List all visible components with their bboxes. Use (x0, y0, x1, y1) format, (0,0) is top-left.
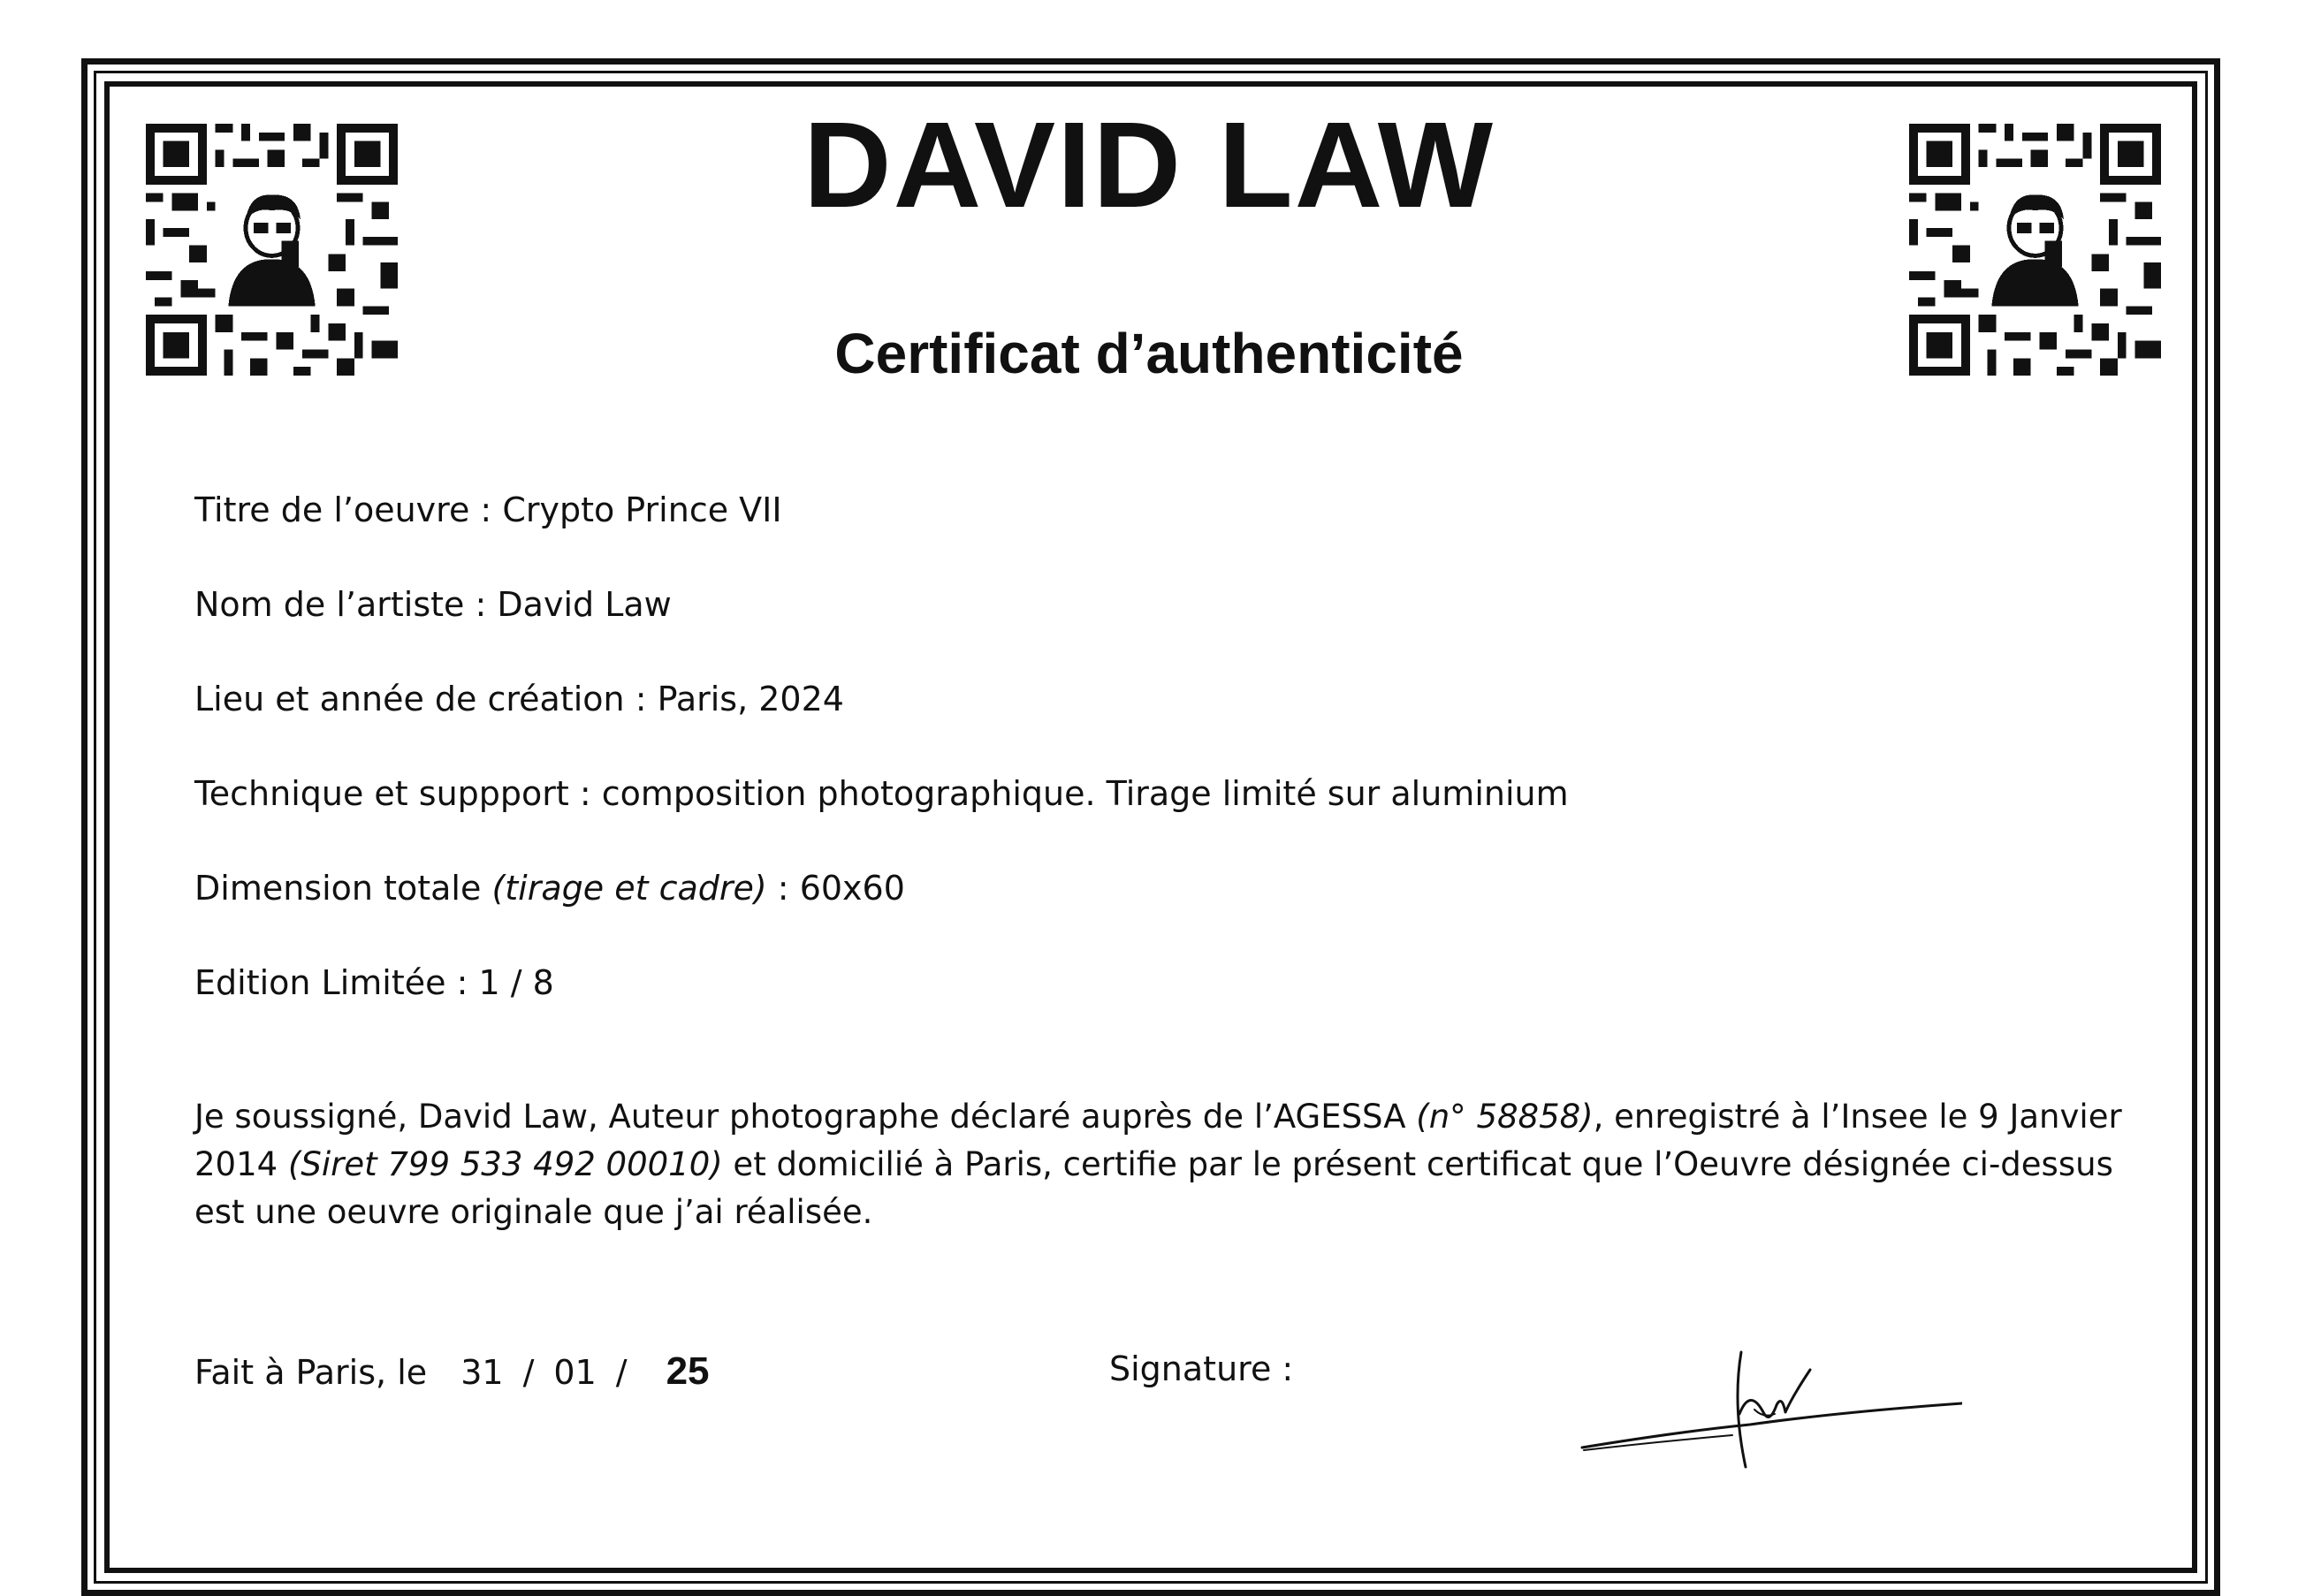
field-colon: : (777, 869, 789, 908)
field-value: David Law (497, 585, 672, 624)
declaration-text: , enregistré à l’Insee le 9 Janvier 2014 (194, 1098, 2122, 1183)
field-place-year (194, 682, 844, 716)
field-value: composition photographique. Tirage limité sur aluminium (601, 774, 1569, 813)
agessa-number: (n° 58858) (1416, 1098, 1594, 1136)
place-date-label: Fait à Paris, le (194, 1353, 428, 1392)
field-value: 60x60 (799, 869, 905, 908)
field-label: Edition Limitée : (194, 963, 468, 1002)
date-separator: / (615, 1353, 628, 1392)
field-edition (194, 963, 554, 1002)
field-label: Titre de l’oeuvre : (194, 490, 492, 529)
date-separator: / (522, 1353, 535, 1392)
field-label: Nom de l’artiste : (194, 585, 487, 624)
field-label: Dimension totale (194, 869, 482, 908)
declaration-text: Je soussigné, David Law, Auteur photographe déclaré auprès de l’AGESSA (194, 1098, 1417, 1136)
signature-label: Signature : (1109, 1349, 1294, 1388)
field-value: Paris, 2024 (657, 680, 844, 718)
date-day: 31 (460, 1353, 504, 1392)
field-note: (tirage et cadre) (491, 869, 767, 908)
field-technique (194, 774, 1569, 813)
place-date (194, 1349, 710, 1393)
date-month: 01 (553, 1353, 597, 1392)
declaration-text: et domicilié à Paris, certifie par le présent certificat que l’Oeuvre désignée ci-dessus est une oeuvre originale que j’ai réalisée. (194, 1145, 2113, 1231)
handwritten-signature-icon (1573, 1343, 1962, 1476)
siret-number: (Siret 799 533 492 00010) (287, 1145, 723, 1183)
field-value: Crypto Prince VII (502, 490, 782, 529)
field-artwork-title (194, 490, 782, 529)
declaration-paragraph (194, 1093, 2130, 1236)
field-value: 1 / 8 (478, 963, 554, 1002)
artist-heading: DAVID LAW (803, 97, 1495, 233)
field-label: Lieu et année de création : (194, 680, 647, 718)
field-artist-name (194, 585, 672, 624)
field-label: Technique et suppport : (194, 774, 591, 813)
certificate-subtitle: Certificat d’authenticité (834, 322, 1464, 385)
field-dimension (194, 869, 905, 908)
date-year: 25 (666, 1349, 710, 1393)
